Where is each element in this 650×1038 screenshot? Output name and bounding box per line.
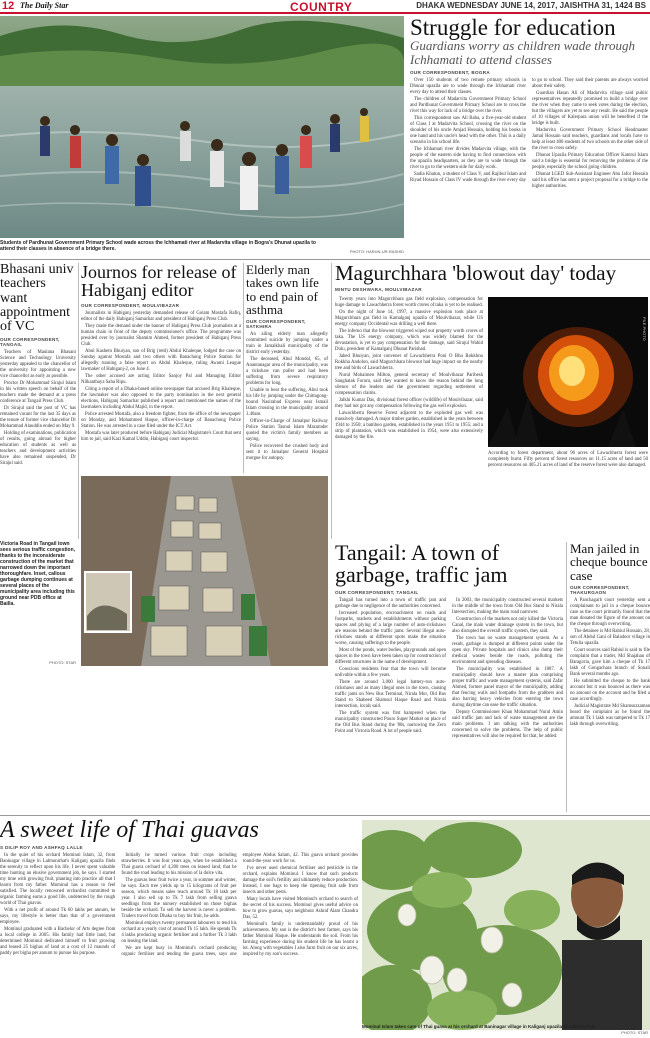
divider (331, 263, 332, 539)
bhasani-headline: Bhasani univ teachers want appointment of VC (0, 263, 74, 335)
gas-fire-image (488, 297, 648, 447)
thai-body: In the quiet of his orchard Mominul Islam, 32, from Baninagar village in Lalmonirhat's Kaliganj upazila finds the serenity to reflect upon his life. I never spent valuable time hunting an elusive government job, he says. I started my time with growing fruit, planting into practice all that I learnt from my father. Mominul has a reason to feel satisfied. The locally renowned orchardist committed to organic farming earns a good life, undeterred by the rough world of Thai guavas. With a net profit of around Tk 60 lakhs per annum, he says, my lifestyle is better than that of a government employee. Mominul graduated with a Bachelor of Arts degree from a local college in 2005. His family had little land, but determined Mominul dedicated himself to fruit growing and leased 25 bighas of land at a cost of 12 maunds of paddy per bigha per annum to pursue his purpose. Initially he turned various fruit crops including strawberries. It was four years ago, when he established a Thai guava orchard of 4,200 trees on leased land, that he found the road leading to his mission of la dolce vita. The guavas bear fruit twice a year, in summer and winter, he says. Each tree yields up to 15 kilograms of fruit per season, which means sales reach around Tk 18 lakh per year. I also sell up to Tk 7 lakh from selling guava seedlings from the nursery established on those bighas beside the orchard. To sell the harvest is never a problem. Traders travel from Dhaka to buy his fruit, he adds. Mominul employs twenty permanent labourers to tend his orchard at a yearly cost of around Tk 15 lakh. He spends Tk 4 lakhs producing organic fertiliser and a further Tk 3 lakh on leasing the land. We are kept busy in Mominul's orchard producing organic fertiliser and tending the guava trees, says one employee Abdus Salam, 42. This guava orchard provides round-the-year work for us. I've never used chemical fertiliser and pesticide in the orchard, explains Mominul. I know that such products damage the soil's fertility and ultimately reduce production. Instead, I use bags to keep the ripening fruit safe from insects and other pests. Many locals have visited Mominul's orchard to search of the secret of his success. Mominul gives useful advice on how to grow guavas, says neighbour Ashraf Alam Chandra Das, 52. Mominul's family is understandably proud of his achievements. My son is the district's best farmer, says his father Mominul Haque. He understands the soil. From his farming experience during his student life he has learnt a lot. Along with vegetables I also farm fruit on our six acres, inspired by my son's success. (0, 853, 358, 958)
thai-photo-credit: PHOTO: STAR (621, 1030, 648, 1035)
jailed-byline: OUR CORRESPONDENT, THAKURGAON (570, 584, 630, 595)
thai-byline: S DILIP ROY AND ASHFAQ LALLE (0, 845, 83, 851)
magurchhara-body: Twenty years into Magurchhara gas field explosion, compensation for huge damage to Lawachherra forest worth crores of taka is yet to be realised. On the night of June 14, 1997, a massive explosion took place at Magurchhara gas field in Kamalganj upazila of Moulvibazar, while US energy company Occidental was drilling a well there. The inferno that the blowout triggered wiped out property worth crores of taka. The US energy company, which was widely blamed for the devastation, is yet to pay compensation for the damage, said Sirajul Wahid Dulu, president of Kamalganj Dhunat Parishad. Jahed Bhuiyan, joint convener of Lawachherra Poni O Bhu Rokkhno Rokkha Andolon, said Magurchhara blowout had huge impact on the nearby tree and birds of Lawachherra. Nurul Mohaimen Milton, general secretary of Moulvibazar Paribesh Sanghatak Forum, said they wanted to know the reason behind the long silence of the leaders and the government regarding settlement of compensation claims. Jalkhi Kumar Das, divisional forest officer (wildlife) of Moulvibazar, said they had not got any compensation following the gas well explosion. Lawachherra Reserve Forest adjacent to the exploded gas well was massively damaged. A major timber garden, established in the years between 1944 to 1950; a bamboo garden, established in the years 1951 to 1955; and a strip of plantation, which was established in 1954, were also extensively damaged by the fire. (335, 297, 483, 440)
education-body: Over 150 students of two remote primary schools in Dhunat upazila are to wade through the Ichhamati river every day to attend their classes. The children of Madarvita Government Primary School and Pardhunat Government Primary School are to cross the river this way for lack of a bridge over the river. This correspondent saw Ali Baba, a five-year-old student of Class I at Madarvita School, crossing the river on the shoulder of his uncle Amjad Hossain, holding his books in one hand and his uncle's head with the other. This is a daily scenario in his school life. The Ichhamati river divides Madarvita village, with the people of the eastern side having to find connections with the upazila headquarters, as they are to wade through the river to go to the western side for daily work. Sadia Khatun, a student of Class V, and Rajibul Islam and Riyad Hossain of Class IV wade through the river every day to go to school. They said their parents are always worried about their safety. Guardian Hasan Ali of Madarvita village said public representatives repeatedly promised to build a bridge over the river when they came to seek votes during the election, but the villagers are yet to see any result. He said the people of 10 villages of Kalerpara union will be benefited if the bridge is built. Madarvita Government Primary School Headmaster Jamal Hossain said teachers, guardians and locals have to help at least 400 students of two schools on the other side of the river to cross safely. Dhunat Upazila Primary Education Officer Kamrul Islam said a bridge is essential for removing the problems of the people, especially the school going children. Dhunat LGED Sub-Assistant Engineer Abu Jafor Hossain said his office has sent a project proposal for a bridge to the higher authorities. (410, 77, 648, 189)
bhasani-body: Teachers of Maulana Bhasani Science and Technology University yesterday appealed to the chancellor of the university for appointing a new vice chancellor as early as possible. Proctor Dr Mohammad Sirajul Islam in his written speech on behalf of the teachers made the demand at a press conference at Tangail Press Club. Dr Sirajul said the post of VC has remained vacant for the last 35 days as the tenure of former vice chancellor Dr Mohammad Alauddin ended on May 9. Holding of examinations, publication of results, going abroad for higher education of students as well as teachers and development activities have also remained suspended, Dr Sirajul said. (0, 350, 76, 467)
traffic-jam-image (81, 476, 328, 666)
journos-headline: Journos for release of Habiganj editor (81, 263, 237, 301)
tangail-body: Tangail has turned into a town of traffic jam and garbage due to negligence of the authorities concerned. Increased population, encroachment on roads and footpaths, markets and establishments without parking spaces and plying of a large number of auto-rickshaws are reasons behind the traffic jams. Several illegal auto-rickshaw stands at different spots make the situation worse, causing sufferings to the people. Most of the ponds, water bodies, playgrounds and open spaces in the town have been taken up for construction of different structures in the name of development. Conscious residents fear that the town will become unlivable within a few years. There are around 3,000 legal battery-run auto-rickshaws and as many illegal ones in the town, causing traffic jams on New Bus Terminal, Nirala Mor, Old Bus Stand to Shaheed Shamsul Haque Road and Nirala intersection, locals said. The traffic system was first hampered when the municipality constructed Pouro Super Market on place of the Old Bus Stand during the '80s, narrowing the Zero Point and Victoria Road. A lot of people said. In 2003, the municipality constructed several markets in the middle of the town from Old Bus Stand to Nirala Intersection, making the main road narrower. Construction of the markets not only killed the Victoria Canal, the main water drainage system in the town, but also disrupted the overall traffic system, they said. The town has no waste management system. As a result, garbage is dumped at different points under the open sky. Private hospitals and clinics also dump their medical wastes beside the roads, polluting the environment and spreading diseases. The municipality was established in 1887. A municipality should have a master plan comprising proper traffic and waste management systems, said Zafar Ahmed, former panel mayor of the municipality, adding that fencing walls and footpaths from the grabbers and also barring heavy vehicles from entering the town during daytime can ease the traffic situation. Deputy Commissioner Khan Mohammad Nurul Amin said traffic jam and lack of waste management are the main problems. I am talking with the authorities concerned to solve the problems. The help of public representatives will also be required for that, he added. (335, 597, 563, 739)
journos-body: Journalists in Habiganj yesterday demanded release of Golam Mostafa Rafiq, editor of the daily Habiganj Samachar and president of Habiganj Press Club. They made the demand under the banner of Habiganj Press Club journalists at a human chain in front of the deputy commissioner's office. The programme was presided over by journalist Shamim Ahmed, former president of Habiganj Press Club. Abul Kashem Bhuiyan, son of Brig (retd) Abdul Khaleque, lodged the case on Sunday against Mostafa and two others with Banachong Police Station for allegedly running a false report on Abdul Khaleque, ruling Awami League lawmaker of Habiganj-2, on June 4. The other accused are acting Editor Sanjoy Pal and Managing Editor Nilkanthaya Saha Ripu. Citing a report of a Dhaka-based online newspaper that accused Brig Khaleque, the lawmaker was also opposed to the party nomination in the next general elections, Habiganj Samachar published a report and mentioned the names of the lawmakers including Abdul Majid, in the report. Police arrested Mostafa, also a freedom fighter, from the office of the newspaper on Monday, and Mohammed Haque, officer-in-charge of Banachong Police Station. He was arrested in a case filed under the ICT Act. Mostafa was later produced before Habiganj Judicial Magistrate's Court that sent him to jail, said Kazi Kamal Uddin, Habiganj court inspector. (81, 310, 241, 442)
jailed-headline: Man jailed in cheque bounce case (570, 542, 648, 583)
magurchhara-headline: Magurchhara 'blowout day' today (335, 263, 617, 285)
education-headline: Struggle for education (410, 16, 616, 40)
divider (243, 263, 244, 473)
education-photo-credit: PHOTO: HARUN-UR-RASHID (349, 249, 404, 254)
bhasani-article (0, 263, 76, 539)
thai-article (0, 818, 358, 1038)
elderly-article (246, 263, 328, 473)
education-photo (0, 16, 404, 238)
magurchhara-caption: According to forest department, about 96 acres of Lawachherra forest were completely burnt. Fifty percent of forest resources on 11.15 acres of land and 50 percent resources on 405.21 acres of land of the reserve forest were also damaged. (488, 451, 648, 468)
bhasani-byline: OUR CORRESPONDENT, TANGAIL (0, 337, 60, 348)
tangail-photo (81, 476, 328, 666)
journos-byline: OUR CORRESPONDENT, MOULVIBAZAR (81, 302, 180, 308)
dateline: DHAKA WEDNESDAY JUNE 14, 2017, JAISHTHA 31, 1424 BS (416, 1, 646, 10)
tangail-byline: OUR CORRESPONDENT, TANGAIL (335, 589, 419, 595)
tangail-photo-credit: PHOTO: STAR (49, 660, 76, 665)
guava-orchard-image (362, 820, 650, 1030)
page-number: 12 (2, 0, 15, 12)
magurchhara-byline: MINTU DESHWARA, MOULVIBAZAR (335, 287, 422, 293)
education-article (410, 16, 648, 256)
river-crossing-image (0, 16, 404, 238)
magurchhara-photo (488, 297, 648, 447)
tangail-headline: Tangail: A town of garbage, traffic jam (335, 542, 508, 588)
thai-caption: Mominul Islam takes care of Thai guava at his orchard at Baninagar village in Kaliganj upazila of Lalmonirhat. (362, 1024, 596, 1029)
tangail-article (335, 542, 563, 812)
magurchhara-article (335, 263, 650, 539)
thai-photo (362, 820, 650, 1030)
journos-article (81, 263, 241, 473)
education-caption: Students of Pardhunat Government Primary School wade across the Ichhamati river at Madarvita village in Bogra's Dhunat upazila to attend their classes in absence of a bridge there. (0, 240, 316, 252)
elderly-byline: OUR CORRESPONDENT, SATKHIRA (246, 319, 306, 329)
section-title: COUNTRY (290, 0, 353, 14)
education-subheadline: Guardians worry as children wade through Ichhamati to attend classes (410, 38, 635, 68)
page-header (0, 0, 650, 14)
divider (0, 815, 650, 816)
magurchhara-credit: FILE PHOTO (642, 317, 647, 341)
thai-headline: A sweet life of Thai guavas (0, 818, 259, 843)
elderly-body: An ailing elderly man allegedly committed suicide by jumping under a train in Jamalkhali municipality of the district early yesterday. The deceased, Abul Mondol, 65, of Anantanagar area of the municipality, was a rickshaw van puller and had been suffering from severe respiratory problems for long. Unable to bear the suffering, Abul took his life by jumping under the Chittagong-bound Nasirabad Express near Ismail Islam crossing in the municipality around 3.40am. Officer-in-Charge of Jamalpur Railway Police Station Tasnul Islam Mazumder quoted the victim's family members as saying. Police recovered the crushed body and sent it to Jamalpur General Hospital morgue for autopsy. (246, 332, 328, 461)
masthead: The Daily Star (20, 1, 69, 10)
tangail-caption: Victoria Road in Tangail town sees serious traffic congestion, thanks to the inconsiderate construction of the market that narrowed down the important thoroughfare. Inset, callous garbage dumping continues at several places of the municipality area including this ground near PDB office at Bailla. (0, 541, 76, 607)
education-byline: OUR CORRESPONDENT, BOGRA (410, 69, 490, 75)
divider (566, 542, 567, 812)
elderly-headline: Elderly man takes own life to end pain of asthma (246, 263, 319, 317)
jailed-article (570, 542, 650, 812)
divider (78, 263, 79, 539)
jailed-body: A Panchagarh court yesterday sent a complainant to jail in a cheque bounce case as the court primarily found that the man donated the figure of the amount on the cheque through overwriting. The detainee is Md Rabiul Hossain, 28, son of Abdul Gani of Baladoor village in Tetulia upazila. Court sources said Rabiul is said to file complaint that a trader, Md Shajahan of Baragoria, gave him a cheque of Tk 17 lakh of Gongachara branch of Sonali Bank several months ago. He submitted the cheque to the bank account but it was bounced as there was no amount on the account and he filed a case accordingly. Judicial Magistrate Md Shamsuzzaman heard the complaint as he found the amount Tk 1 lakh was tampered to Tk 17 lakh through overwriting. (570, 597, 650, 727)
divider (0, 259, 650, 260)
